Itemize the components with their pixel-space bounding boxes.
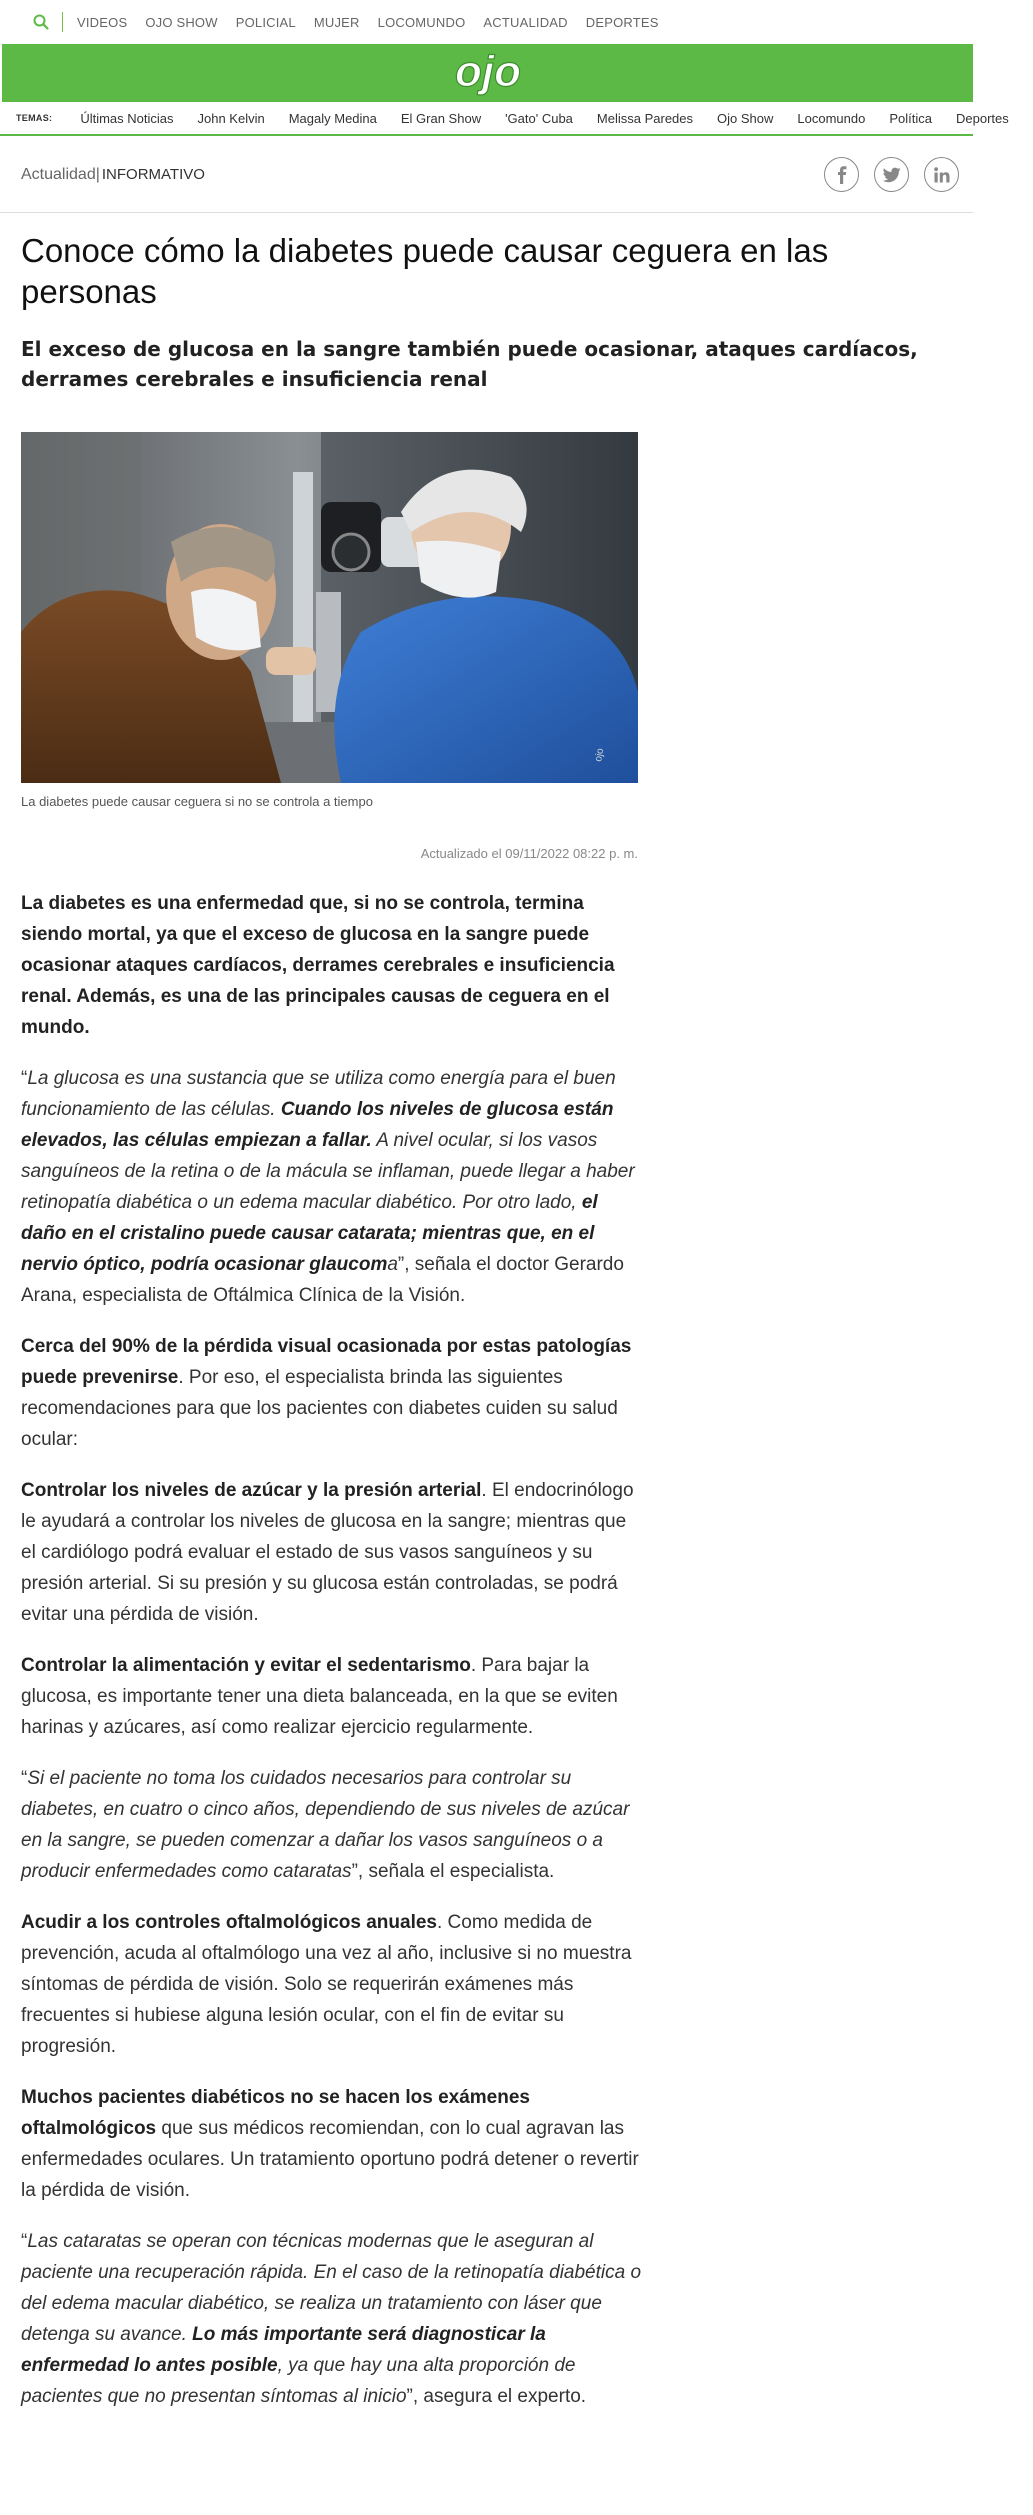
quote-text: a xyxy=(387,1254,398,1275)
topic-item[interactable]: Magaly Medina xyxy=(288,110,377,126)
topnav-deportes[interactable]: DEPORTES xyxy=(585,14,659,30)
quote-attribution: ”, señala el doctor Gerardo Arana, especialista de Oftálmica Clínica de la Visión. xyxy=(21,1254,624,1306)
topic-item[interactable]: Melissa Paredes xyxy=(596,110,694,126)
paragraph-text: . Para bajar la glucosa, es importante tener una dieta balanceada, en la que se eviten harinas y azúcares, así como realizar ejercicio regularmente. xyxy=(21,1655,618,1738)
quote-text: Las cataratas se operan con técnicas modernas que le aseguran al paciente una recuperación rápida. En el caso de la retinopatía diabética o del edema macular diabético, se realiza un tratamiento con láser que detenga su avance. xyxy=(21,2231,642,2345)
quote-text: A nivel ocular, si los vasos sanguíneos de la retina o de la mácula se inflaman, puede llegar a haber retinopatía diabética o un edema macular diabético. Por otro lado, xyxy=(21,1130,635,1213)
paragraph-text: . Por eso, el especialista brinda las siguientes recomendaciones para que los pacientes con diabetes cuiden su salud ocular: xyxy=(21,1367,618,1450)
breadcrumb-section[interactable]: Actualidad xyxy=(21,165,96,183)
topnav-videos[interactable]: VIDEOS xyxy=(77,14,128,30)
breadcrumb-row xyxy=(0,137,973,213)
search-icon[interactable] xyxy=(32,13,50,31)
paragraph-bold: Controlar los niveles de azúcar y la presión arterial xyxy=(21,1480,482,1501)
top-divider xyxy=(62,12,63,32)
topnav-mujer[interactable]: MUJER xyxy=(313,14,360,30)
quote-mark: “ xyxy=(21,2231,28,2252)
quote-paragraph xyxy=(21,2226,646,2412)
topic-item[interactable]: El Gran Show xyxy=(400,110,482,126)
topics-label: TEMAS: xyxy=(16,113,53,123)
topnav-ojo-show[interactable]: OJO SHOW xyxy=(145,14,218,30)
social-share xyxy=(824,157,959,192)
paragraph-text: . Como medida de prevención, acuda al oftalmólogo una vez al año, inclusive si no muestra síntomas de pérdida de visión. Solo se requerirán exámenes más frecuentes si hubiese alguna lesión ocular, con el fin de evitar su progresión. xyxy=(21,1912,632,2057)
paragraph-text: que sus médicos recomiendan, con lo cual agravan las enfermedades oculares. Un tratamiento oportuno podrá detener o revertir la pérdida de visión. xyxy=(21,2118,639,2201)
topic-item[interactable]: Deportes xyxy=(956,110,1009,126)
quote-attribution: ”, asegura el experto. xyxy=(406,2386,587,2407)
paragraph-text: . El endocrinólogo le ayudará a controlar los niveles de glucosa en la sangre; mientras que el cardiólogo podrá evaluar el estado de sus vasos sanguíneos y su presión arterial. Si su presión y su glucosa están controladas, se podrá evitar una pérdida de visión. xyxy=(21,1480,634,1625)
paragraph xyxy=(21,2082,646,2206)
svg-text:ojo: ojo xyxy=(593,747,607,763)
paragraph-bold: Acudir a los controles oftalmológicos anuales xyxy=(21,1912,437,1933)
topic-item[interactable]: Política xyxy=(889,110,932,126)
ojo-logo[interactable] xyxy=(442,44,534,102)
logo-text: ojo xyxy=(454,47,521,96)
image-caption: La diabetes puede causar ceguera si no se controla a tiempo xyxy=(21,794,373,809)
paragraph xyxy=(21,1331,646,1455)
topic-item[interactable]: 'Gato' Cuba xyxy=(505,110,573,126)
linkedin-icon[interactable] xyxy=(924,157,959,192)
breadcrumb xyxy=(21,166,205,184)
paragraph-bold: Controlar la alimentación y evitar el sedentarismo xyxy=(21,1655,471,1676)
quote-mark: “ xyxy=(21,1768,28,1789)
paragraph xyxy=(21,1475,646,1630)
top-bar xyxy=(0,0,973,44)
quote-text: Si el paciente no toma los cuidados necesarios para controlar su diabetes, en cuatro o cinco años, dependiendo de sus niveles de azúcar en la sangre, se pueden comenzar a dañar los vasos sanguíneos o a producir enfermedades como cataratas xyxy=(21,1768,630,1882)
paragraph-bold: Muchos pacientes diabéticos no se hacen los exámenes oftalmológicos xyxy=(21,2087,530,2139)
quote-paragraph xyxy=(21,1763,646,1887)
twitter-icon[interactable] xyxy=(874,157,909,192)
paragraph-bold: Cerca del 90% de la pérdida visual ocasionada por estas patologías puede prevenirse xyxy=(21,1336,632,1388)
quote-paragraph xyxy=(21,1063,646,1311)
paragraph-lead: La diabetes es una enfermedad que, si no se controla, termina siendo mortal, ya que el exceso de glucosa en la sangre puede ocasionar ataques cardíacos, derrames cerebrales e insuficiencia renal. Además, es una de las principales causas de ceguera en el mundo. xyxy=(21,893,615,1038)
article-image[interactable] xyxy=(21,432,638,783)
paragraph xyxy=(21,1650,646,1743)
topnav-policial[interactable]: POLICIAL xyxy=(235,14,296,30)
topnav-actualidad[interactable]: ACTUALIDAD xyxy=(483,14,568,30)
article-title: Conoce cómo la diabetes puede causar ceguera en las personas xyxy=(21,232,829,310)
topic-item[interactable]: Últimas Noticias xyxy=(80,110,174,126)
quote-attribution: ”, señala el especialista. xyxy=(351,1861,555,1882)
quote-bold: el daño en el cristalino puede causar catarata; mientras que, en el nervio óptico, podría ocasionar glaucom xyxy=(21,1192,598,1275)
topic-item[interactable]: Locomundo xyxy=(797,110,866,126)
brand-bar xyxy=(2,44,973,102)
quote-text: La glucosa es una sustancia que se utiliza como energía para el buen funcionamiento de las células. xyxy=(21,1068,616,1120)
quote-text: , ya que hay una alta proporción de pacientes que no presentan síntomas al inicio xyxy=(21,2355,576,2407)
topnav-locomundo[interactable]: LOCOMUNDO xyxy=(377,14,466,30)
topic-item[interactable]: Ojo Show xyxy=(717,110,774,126)
article-subtitle: El exceso de glucosa en la sangre también puede ocasionar, ataques cardíacos, derrames cerebrales e insuficiencia renal xyxy=(21,337,918,391)
quote-bold: Cuando los niveles de glucosa están elevados, las células empiezan a fallar. xyxy=(21,1099,614,1151)
topics-list xyxy=(80,111,1032,126)
updated-timestamp: Actualizado el 09/11/2022 08:22 p. m. xyxy=(420,846,638,861)
paragraph xyxy=(21,1907,646,2062)
top-nav xyxy=(77,15,677,30)
facebook-icon[interactable] xyxy=(824,157,859,192)
article-body xyxy=(21,888,646,2432)
breadcrumb-separator: | xyxy=(95,165,100,183)
article-photo-illustration xyxy=(21,432,638,783)
breadcrumb-tag[interactable]: INFORMATIVO xyxy=(101,165,205,183)
quote-bold: Lo más importante será diagnosticar la enfermedad lo antes posible xyxy=(21,2324,546,2376)
quote-mark: “ xyxy=(21,1068,28,1089)
topic-item[interactable]: John Kelvin xyxy=(197,110,265,126)
topics-bar xyxy=(0,102,1009,136)
